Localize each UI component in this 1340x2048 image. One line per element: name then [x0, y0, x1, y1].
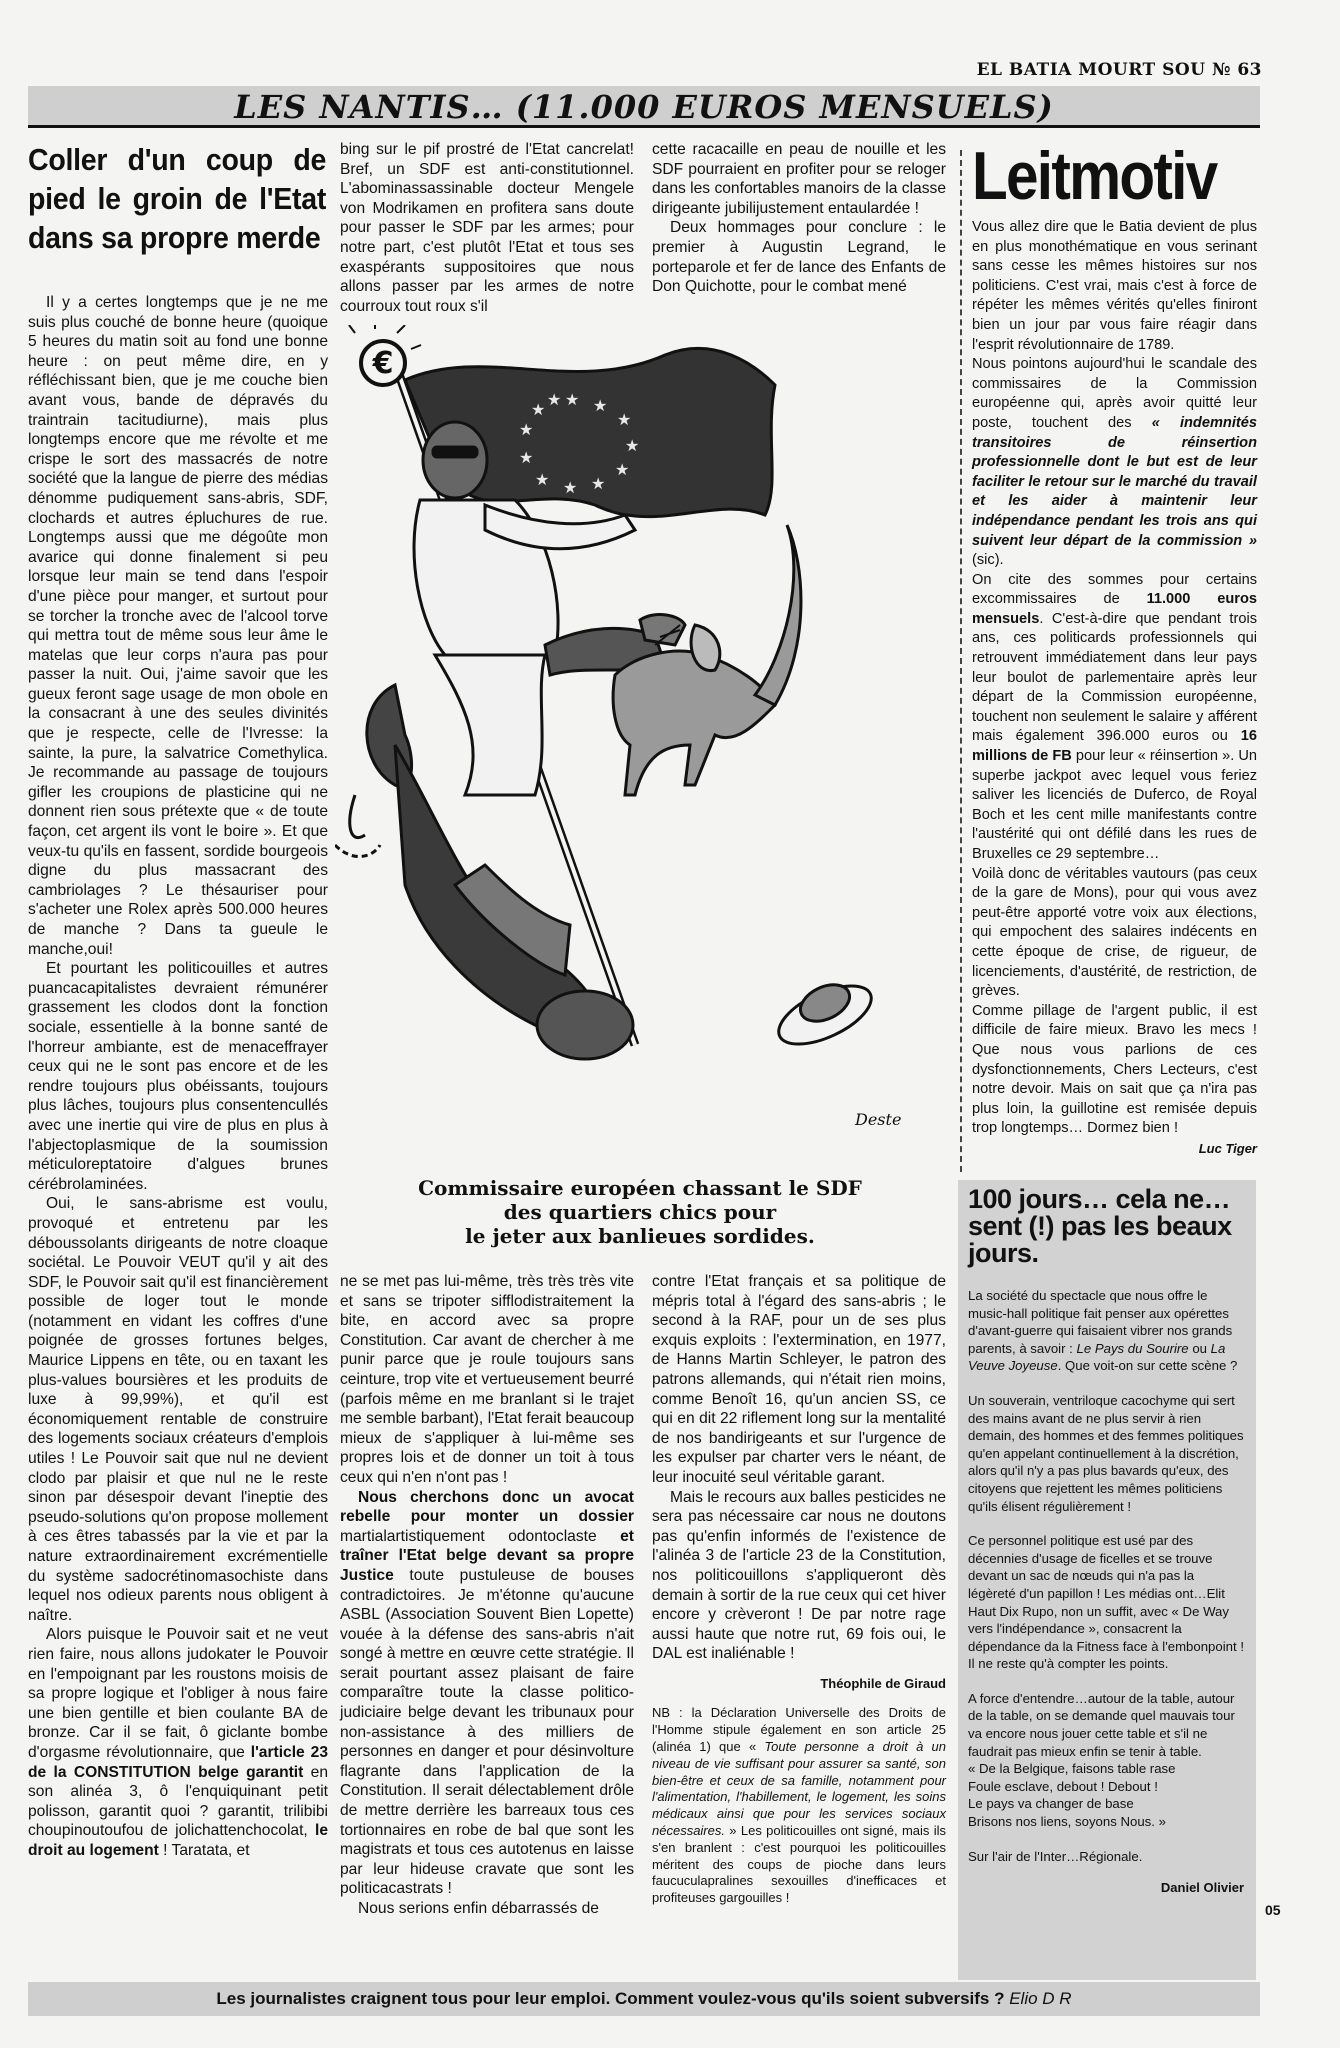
article-paragraph: Nous cherchons donc un avocat rebelle pour monter un dossier martialartistiquement odontoclaste et traîner l'Etat belge devant sa propre Justice toute pustuleuse de bouses contradictoires. Je m'étonne qu'aucune ASBL (Association Souvent Bien Lopette) vouée à la défense des sans-abris n'ait songé à mettre en œuvre cette stratégie. Il serait pourtant assez plaisant de faire comparaître toute la classe politico-judiciaire belge devant les tribunaux pour non-assistance à des milliers de personnes en danger et pour désinvolture flagrante dans l'application de la Constitution. Il serait délectablement drôle de mettre derrière les barreaux tous ces tortionnaires en robe de bal que sont les magistrats et tous ces autotenus en laisse par leur hideuse cravate que sont les politicacastrats ! — [340, 1488, 634, 1898]
box-paragraph: Un souverain, ventriloque cacochyme qui sert des mains avant de ne plus servir à rien demain, des hommes et des femmes politiques qu'en appelant continuellement à la discrétion, alors qu'il n'y a pas plus bavards qu'eux, des citoyens que rejettent les mêmes politiciens qu'ils élisent régulièrement ! — [968, 1392, 1244, 1514]
song-line: « De la Belgique, faisons table rase — [968, 1761, 1176, 1777]
article-column-3-top — [652, 140, 946, 297]
article-paragraph: Il y a certes longtemps que je ne me suis plus couché de bonne heure (quoique 5 heures du matin soit au fond une bonne heure : on peut même dire, en y réfléchissant bien, que je me couche bien avant vous, bande de dépravés du traintrain tacitudiurne), mais plus longtemps encore que me révolte et me crispe le sort des massacrés de notre société que la langue de pierre des médias dénomme pudiquement sans-abris, SDF, clochards et autres épluchures de rue. Longtemps aussi que me dégoûte mon avarice qui donne finalement si peu lorsque leur main se tend dans l'espoir d'une pièce pour manger, et surtout pour se torcher la tronche avec de l'alcool torve qui mettra tout de même sous leur âme le matelas que leur corps n'aura pas pour passer la nuit. Oui, j'aime savoir que les gueux feront sage usage de mon obole en la consacrant à une des seules divinités que je respecte, celle de l'Ivresse: la sainte, la pure, la salvatrice Comethylica. Je recommande au passage de toujours gifler les croupions de plasticine qui ne donnent rien sous prétexte que « de toute façon, cet argent ils vont le boire ». Et que veux-tu qu'ils en fassent, sordide bourgeois digne du plus massacrant des cambriolages ? Le thésauriser pour s'acheter une Rolex après 500.000 heures de manche ? Dans ta gueule le manche,oui! — [28, 294, 328, 958]
footer-quote: Les journalistes craignent tous pour leur emploi. Comment voulez-vous qu'ils soient subversifs ? Elio D R — [28, 1982, 1260, 2016]
masthead: EL BATIA MOURT SOU № 63 — [976, 60, 1262, 80]
leitmotiv-paragraph: Comme pillage de l'argent public, il est difficile de faire mieux. Bravo les mecs ! Que nous vous parlions de ces dysfonctionnements, Chers Lecteurs, c'est notre devoir. Mais on sait que ça n'ira pas plus loin, la guillotine est remisée depuis trop longtemps… Dormez bien ! — [972, 1002, 1257, 1137]
leitmotiv-paragraph: Voilà donc de véritables vautours (pas ceux de la gare de Mons), pour qui vous avez peut-être apporté votre voix aux élections, qui empochent des salaires indécents en cette époque de crise, de rigueur, de licenciements, d'austérité, de restriction, de grèves. — [972, 865, 1257, 1000]
leitmotiv-paragraph: Vous allez dire que le Batia devient de plus en plus monothématique en vous serinant sans cesse les mêmes histoires sur nos politiciens. C'est vrai, mais c'est à force de répéter les mêmes vérités qu'elles finiront bien un jour par vous faire réagir dans l'esprit révolutionnaire de 1789. — [972, 219, 1257, 353]
svg-text:★: ★ — [519, 448, 534, 467]
article-paragraph: bing sur le pif prostré de l'Etat cancrelat! Bref, un SDF est anti-constitutionnel. L'abominassassinable docteur Mengele von Modrikamen en profitera sans doute pour passer le SDF par les armes; pour notre part, c'est plutôt l'Etat et tous ses exaspérants suppositoires que nous allons passer par les armes de notre courroux tout roux s'il — [340, 141, 634, 315]
dog-figure — [613, 525, 801, 795]
illustration-caption: Commissaire européen chassant le SDF des quartiers chics pour le jeter aux banlieues sordides. — [418, 1176, 862, 1248]
box-paragraph: Sur l'air de l'Inter…Régionale. — [968, 1848, 1143, 1864]
article-paragraph: Nous serions enfin débarrassés de — [358, 1900, 599, 1917]
song-line: Foule esclave, debout ! Debout ! — [968, 1778, 1158, 1794]
svg-text:★: ★ — [615, 460, 630, 479]
box-title: 100 jours… cela ne… sent (!) pas les beaux jours. — [968, 1184, 1232, 1268]
song-line: Le pays va changer de base — [968, 1796, 1134, 1812]
svg-text:€: € — [372, 346, 394, 381]
leitmotiv-column — [972, 140, 1257, 1159]
banner-headline: LES NANTIS… (11.000 EUROS MENSUELS) — [28, 86, 1260, 128]
svg-text:★: ★ — [625, 436, 640, 455]
article-signature: Théophile de Giraud — [820, 1675, 946, 1691]
cartoon-illustration — [335, 325, 940, 1125]
svg-text:★: ★ — [547, 390, 562, 409]
svg-text:★: ★ — [593, 396, 608, 415]
article-column-1 — [28, 140, 328, 1861]
leitmotiv-title: Leitmotiv — [972, 138, 1217, 214]
leitmotiv-signature: Luc Tiger — [1198, 1140, 1257, 1156]
svg-text:★: ★ — [563, 478, 578, 497]
article-paragraph: cette racacaille en peau de nouille et les SDF pourraient en profiter pour se reloger dans les confortables manoirs de la classe dirigeante jubilijustement entaulardée ! — [652, 141, 946, 217]
article-column-2-bottom — [340, 1272, 634, 1919]
article-paragraph: Oui, le sans-abrisme est voulu, provoqué et entretenu par les déboussolants dirigeants de notre cloaque sociétal. Le Pouvoir VEUT qu'il y ait des SDF, le Pouvoir sait qu'il est financièrement possible de loger tout le monde (notamment en vidant les coffres d'une poignée de grosses fortunes belges, Maurice Lippens en tête, ou en taxant les plus-values boursières et les produits de luxe à 99,99%), et qu'il est économiquement rentable de construire des logements sociaux créateurs d'emplois utiles ! Le Pouvoir sait que nul ne devient clodo par plaisir et que nul ne le reste sinon par désespoir devant l'ineptie des pseudo-solutions qu'on propose mollement à ces êtres tabassés par la vie et par la nature extraordinairement excrémentielle du système sadocrétinomasochiste dans lequel nos odieux parents nous obligent à naître. — [28, 1195, 328, 1624]
box-paragraph: A force d'entendre…autour de la table, autour de la table, on se demande quel mauvais tour va encore nous jouer cette table et s'il ne faudrait pas mieux enfin se tenir à table. — [968, 1690, 1235, 1759]
svg-text:★: ★ — [535, 470, 550, 489]
artist-signature: Deste — [855, 1110, 902, 1125]
euro-symbol-icon — [349, 325, 421, 385]
box-paragraph: Ce personnel politique est usé par des décennies d'usage de ficelles et se trouve devant un sac de nœuds qui n'a pas la légèreté d'un papillon ! Les médias ont…Elit Haut Dix Rupo, non un suffit, avec « De Way vers l'indépendance », consacrent la dépendance da la Fitness face à l'embonpoint ! Il ne reste qu'à compter les points. — [968, 1533, 1244, 1672]
article-paragraph: Deux hommages pour conclure : le premier à Augustin Legrand, le porteparole et fer de lance des Enfants de Don Quichotte, pour le combat mené — [652, 219, 946, 296]
svg-text:★: ★ — [519, 420, 534, 439]
svg-text:★: ★ — [531, 400, 546, 419]
column-divider — [960, 150, 962, 1172]
article-headline: Coller d'un coup de pied le groin de l'Etat dans sa propre merde — [28, 142, 327, 255]
svg-text:★: ★ — [617, 410, 632, 429]
article-paragraph: contre l'Etat français et sa politique de mépris total à l'égard des sans-abris ; le second à la RAF, pour un de ses plus exquis exploits : l'extermination, en 1977, de Hanns Martin Schleyer, le patron des patrons allemands, qui n'était rien moins, comme Benoît 16, qu'un ancien SS, ce qui en dit 22 riflement long sur la mentalité de nos bandirigeants et sur l'urgence de les expulser par charter vers le néant, de leur inocuité seul véritable garant. — [652, 1273, 946, 1486]
leitmotiv-paragraph: Nous pointons aujourd'hui le scandale des commissaires de la Commission européenne qui, après avoir quitté leur poste, touchent des « indemnités transitoires de réinsertion professionnelle dont le but est de leur faciliter le retour sur le marché du travail et les aider à maintenir leur indépendance pendant les trois ans qui suivent leur départ de la commission » (sic). — [972, 356, 1257, 569]
sidebar-box-100-jours — [958, 1180, 1256, 1980]
song-line: Brisons nos liens, soyons Nous. » — [968, 1814, 1166, 1830]
article-paragraph: Alors puisque le Pouvoir sait et ne veut rien faire, nous allons judokater le Pouvoir en l'empoignant par les roustons moisis de sa propre logique et l'obliger à nous faire une bien gentille et bien coulante BA de bronze. Car il se fait, ô giclante bombe d'orgasme révolutionnaire, que l'article 23 de la CONSTITUTION belge garantit en son alinéa 3, ô l'enquiquinant petit polisson, garantit quoi ? garantit, trilibibi choupinoutoufou de jolichattenchocolat, le droit au logement ! Taratata, et — [28, 1626, 328, 1859]
box-paragraph: La société du spectacle que nous offre le music-hall politique fait penser aux opérettes d'avant-guerre qui faisaient vibrer nos grands parents, à savoir : Le Pays du Sourire ou La Veuve Joyeuse. Que voit-on sur cette scène ? — [968, 1288, 1238, 1374]
nb-footnote: NB : la Déclaration Universelle des Droits de l'Homme stipule également en son article 25 (alinéa 1) que « Toute personne a droit à un niveau de vie suffisant pour assurer sa santé, son bien-être et ceux de sa famille, notamment pour l'alimentation, l'habillement, le logement, les soins médicaux ainsi que pour les services sociaux nécessaires. » Les politicouilles ont signé, mais ils s'en branlent : c'est pourquoi les politicouilles méritent des coups de pioche dans leurs faucuculapralines sexouilles d'inefficaces et profiteuses gargouilles ! — [652, 1705, 946, 1906]
article-column-3-bottom — [652, 1272, 946, 1907]
article-paragraph: ne se met pas lui-même, très très très vite et sans se tripoter sifflodistraitement la bite, en accord avec sa propre Constitution. Car avant de chercher à me punir parce que je roule toujours sans ceinture, trop vite et vertueusement beurré (parfois même en me branlant si le trajet me semble barbant), l'Etat ferait beaucoup mieux de s'appliquer à lui-même ses propres lois et de donner un toit à tous ceux qui n'en n'ont pas ! — [340, 1273, 634, 1486]
article-paragraph: Et pourtant les politicouilles et autres puancacapitalistes devraient rémunérer grassement les clodos dont la fonction sociale, essentielle à la bonne santé de l'horreur ambiante, est de menaceffrayer ceux qui ne le sont pas encore et de les rendre toujours plus obéissants, toujours plus lâches, toujours plus consentencullés avec une inertie qui vire de plus en plus à l'abjectoplasmique de la soumission méticuloreptatoire d'algues brunes cérébrolaminées. — [28, 960, 328, 1193]
leitmotiv-paragraph: On cite des sommes pour certains excommissaires de 11.000 euros mensuels. C'est-à-dire que pendant trois ans, ces politicards professionnels qui retrouvent immédiatement dans leur pays leur boulot de parlementaire après leur départ de la Commission européenne, touchent non seulement le salaire y afférent mais également 396.000 euros ou 16 millions de FB pour leur « réinsertion ». Un superbe jackpot avec lequel vous feriez saliver les licenciés de Duferco, de Royal Boch et les cent mille manifestants contre l'austérité qui ont défilé dans les rues de Bruxelles ce 29 septembre… — [972, 571, 1257, 862]
article-paragraph: Mais le recours aux balles pesticides ne sera pas nécessaire car nous ne doutons pas qu'enfin informés de l'existence de l'alinéa 3 de l'article 23 de la Constitution, nos politicouillons s'appliqueront dès demain à sortir de la rue ceux qui cet hiver encore y crèveront ! De par notre rage aussi haute que notre rut, 69 fois oui, le DAL est inaliénable ! — [652, 1488, 946, 1663]
box-signature: Daniel Olivier — [1160, 1880, 1244, 1896]
article-column-2-top — [340, 140, 634, 316]
hat-icon — [770, 974, 879, 1056]
svg-text:★: ★ — [591, 474, 606, 493]
svg-text:★: ★ — [565, 390, 580, 409]
page-number: 05 — [1265, 1902, 1281, 1918]
